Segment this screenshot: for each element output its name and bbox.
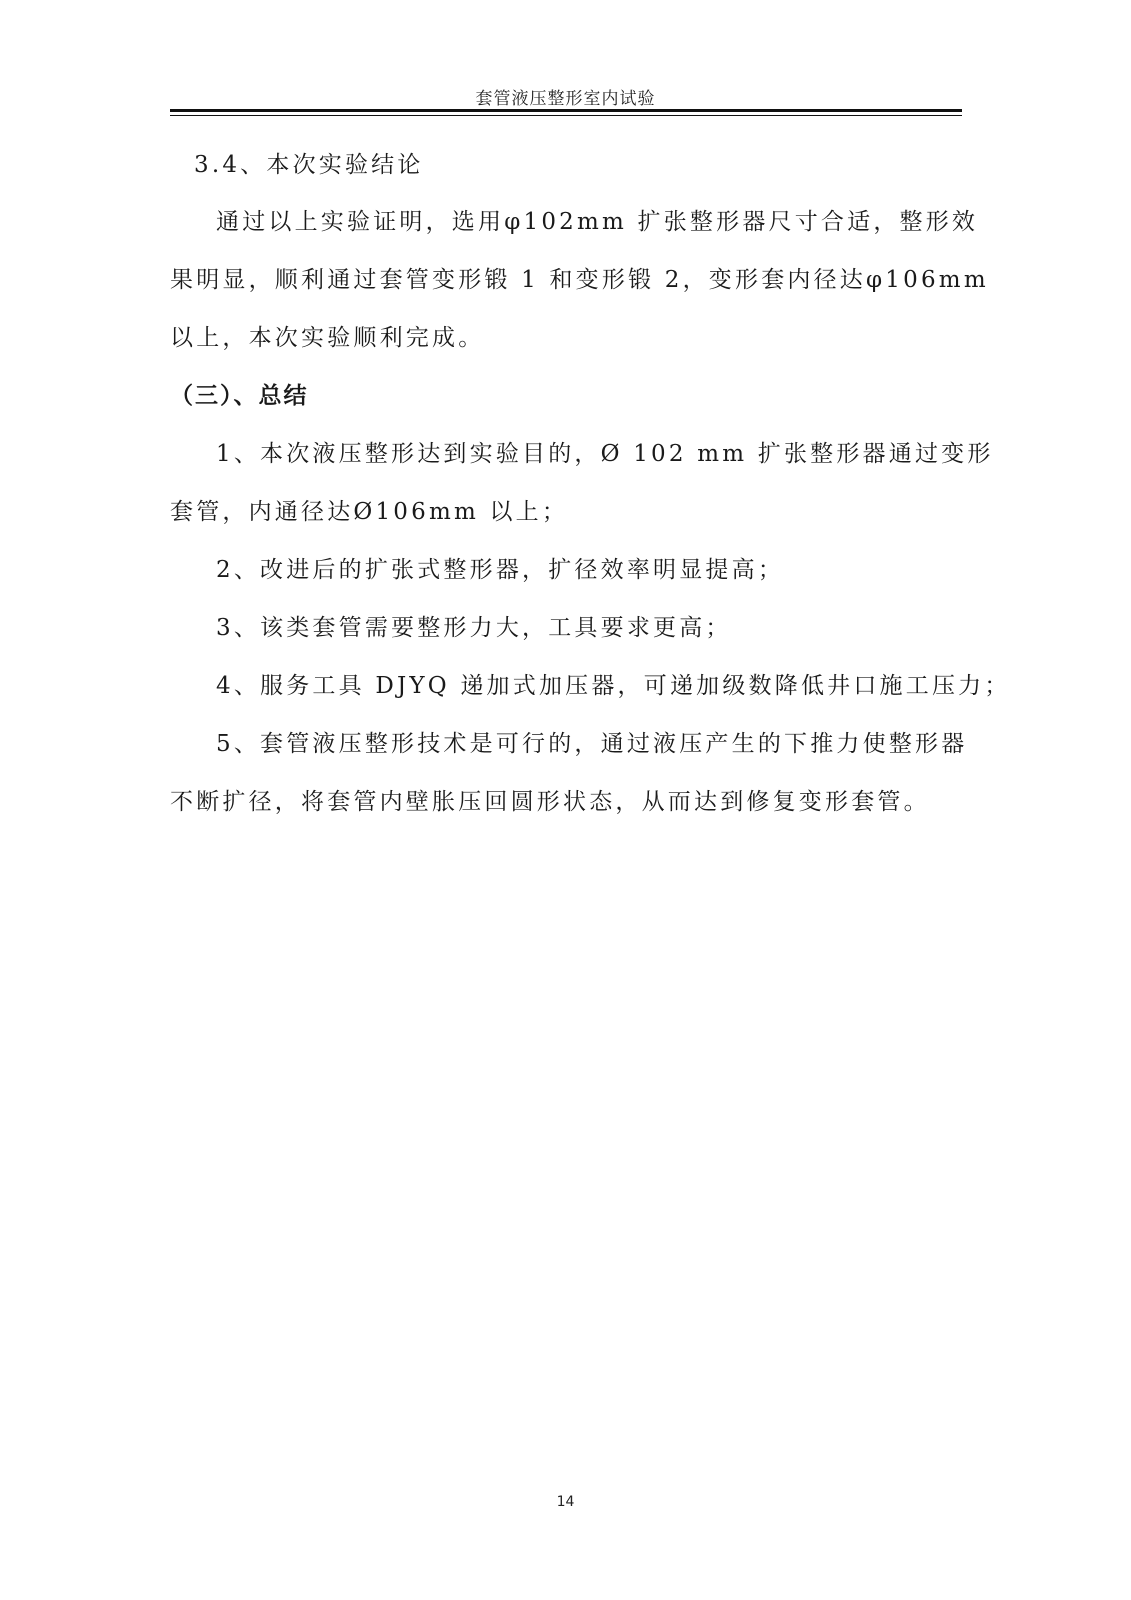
section-3-4-paragraph-line-2: 果明显，顺利通过套管变形锻 1 和变形锻 2，变形套内径达φ106mm (170, 267, 989, 293)
section-3-4-paragraph-line-1: 通过以上实验证明，选用φ102mm 扩张整形器尺寸合适，整形效 (216, 209, 979, 235)
summary-item-1-line-2: 套管，内通径达Ø106mm 以上； (170, 499, 569, 525)
summary-item-3: 3、该类套管需要整形力大，工具要求更高； (216, 615, 732, 641)
section-3-4-paragraph-line-3: 以上，本次实验顺利完成。 (170, 325, 485, 351)
summary-item-2: 2、改进后的扩张式整形器，扩径效率明显提高； (216, 557, 785, 583)
summary-item-1-line-1: 1、本次液压整形达到实验目的，Ø 102 mm 扩张整形器通过变形 (216, 441, 994, 467)
header-rule-thin (170, 115, 962, 116)
page-number: 14 (556, 1494, 575, 1510)
summary-item-4: 4、服务工具 DJYQ 递加式加压器，可递加级数降低井口施工压力； (216, 673, 1011, 699)
summary-heading: （三）、总结 (170, 383, 309, 409)
header-title: 套管液压整形室内试验 (475, 89, 656, 109)
summary-item-5-line-2: 不断扩径，将套管内壁胀压回圆形状态，从而达到修复变形套管。 (170, 789, 930, 815)
summary-item-5-line-1: 5、套管液压整形技术是可行的，通过液压产生的下推力使整形器 (216, 731, 968, 757)
section-3-4-title: 3.4、本次实验结论 (194, 152, 424, 178)
header-rule-thick (170, 109, 962, 112)
